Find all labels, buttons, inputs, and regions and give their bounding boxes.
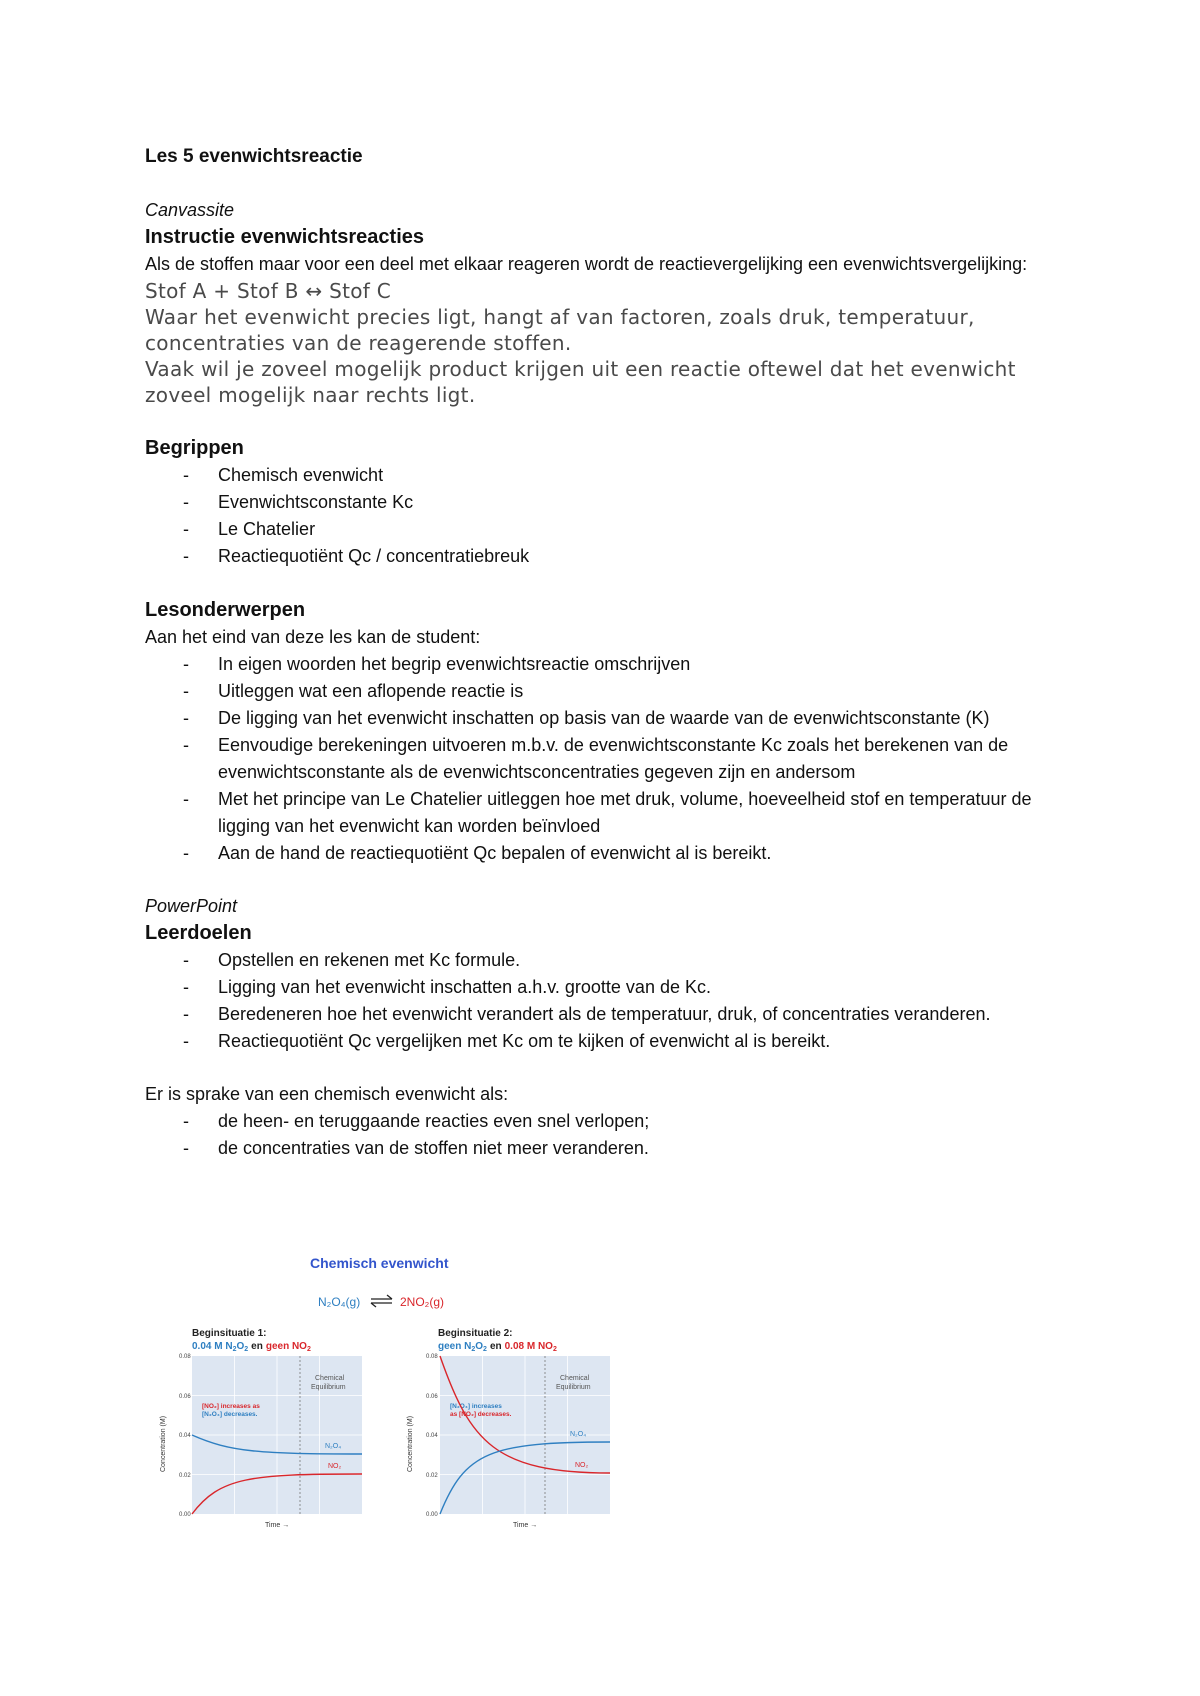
document-title: Les 5 evenwichtsreactie <box>145 146 363 167</box>
svg-text:0.00: 0.00 <box>179 1512 191 1518</box>
panel2-ylabel: Concentration (M) <box>407 1415 414 1472</box>
reaction-left: N₂O₄(g) <box>318 1295 361 1309</box>
equation-line: Stof A + Stof B ↔ Stof C <box>145 279 392 303</box>
panel1-sub-a: 0.04 M N <box>192 1341 233 1352</box>
panel2-heading: Beginsituatie 2: <box>438 1328 513 1339</box>
instructie-text: Als de stoffen maar voor een deel met elkaar reageren wordt de reactievergelijking een evenwichtsvergelijking: <box>145 254 1028 274</box>
svg-text:Chemical: Chemical <box>315 1375 345 1382</box>
equilibrium-paragraph-1: Waar het evenwicht precies ligt, hangt af van factoren, zoals druk, temperatuur, concentraties van de reagerende stoffen. <box>145 305 975 355</box>
svg-text:0.04: 0.04 <box>179 1433 191 1439</box>
list-item: - Uitleggen wat een aflopende reactie is <box>145 678 1065 705</box>
list-item: - Reactiequotiënt Qc / concentratiebreuk <box>145 543 1065 570</box>
panel1-subheading: 0.04 M $N_2O_2$ en geen $NO_2$ <box>192 1341 311 1353</box>
svg-text:0.02: 0.02 <box>179 1473 191 1479</box>
equilibrium-arrow-icon <box>371 1295 392 1307</box>
svg-text:N₂O₄: N₂O₄ <box>570 1431 587 1438</box>
panel1-ylabel: Concentration (M) <box>160 1415 167 1472</box>
svg-text:Equilibrium: Equilibrium <box>556 1384 591 1391</box>
svg-text:NO₂: NO₂ <box>328 1463 342 1470</box>
evenwicht-list <box>145 1108 1065 1162</box>
svg-text:NO₂: NO₂ <box>575 1462 589 1469</box>
equilibrium-figure <box>150 1252 630 1562</box>
reaction-right: 2NO₂(g) <box>400 1295 444 1309</box>
list-item: - De ligging van het evenwicht inschatten op basis van de waarde van de evenwichtsconstante (K) <box>145 705 1065 732</box>
chart-panel-2 <box>407 1328 610 1529</box>
list-item: - In eigen woorden het begrip evenwichtsreactie omschrijven <box>145 651 1065 678</box>
svg-text:N₂O₄: N₂O₄ <box>325 1443 342 1450</box>
list-item: - Evenwichtsconstante Kc <box>145 489 1065 516</box>
list-item: - de concentraties van de stoffen niet meer veranderen. <box>145 1135 1065 1162</box>
list-item: - Reactiequotiënt Qc vergelijken met Kc om te kijken of evenwicht al is bereikt. <box>145 1028 1065 1055</box>
lesonderwerpen-list <box>145 651 1065 867</box>
panel1-heading: Beginsituatie 1: <box>192 1328 267 1339</box>
svg-text:Chemical: Chemical <box>560 1375 590 1382</box>
svg-text:0.06: 0.06 <box>179 1394 191 1400</box>
equilibrium-paragraph-2: Vaak wil je zoveel mogelijk product krijgen uit een reactie oftewel dat het evenwicht zoveel mogelijk naar rechts ligt. <box>145 357 1016 407</box>
section-label-powerpoint: PowerPoint <box>145 896 238 916</box>
leerdoelen-list <box>145 947 1065 1055</box>
list-item: - Eenvoudige berekeningen uitvoeren m.b.v. de evenwichtsconstante Kc zoals het berekenen van de evenwichtsconstante als de evenwichtsconcentraties gegeven zijn en andersom <box>145 732 1065 786</box>
list-item: - Aan de hand de reactiequotiënt Qc bepalen of evenwicht al is bereikt. <box>145 840 1065 867</box>
list-item: - de heen- en teruggaande reacties even snel verlopen; <box>145 1108 1065 1135</box>
heading-instructie: Instructie evenwichtsreacties <box>145 226 425 248</box>
list-item: - Opstellen en rekenen met Kc formule. <box>145 947 1065 974</box>
list-item: - Beredeneren hoe het evenwicht verandert als de temperatuur, druk, of concentraties veranderen. <box>145 1001 1065 1028</box>
list-item: - Le Chatelier <box>145 516 1065 543</box>
evenwicht-intro: Er is sprake van een chemisch evenwicht als: <box>145 1084 509 1104</box>
svg-text:0.00: 0.00 <box>426 1512 438 1518</box>
svg-text:0.04: 0.04 <box>426 1433 438 1439</box>
svg-text:0.08: 0.08 <box>179 1354 191 1360</box>
list-item: - Met het principe van Le Chatelier uitleggen hoe met druk, volume, hoeveelheid stof en temperatuur de ligging van het evenwicht kan worden beïnvloed <box>145 786 1065 840</box>
panel2-subheading: geen $N_2O_2$ en 0.08 M $NO_2$ <box>438 1341 557 1353</box>
heading-leerdoelen: Leerdoelen <box>145 922 252 944</box>
panel1-xlabel: Time → <box>265 1522 290 1529</box>
panel2-xlabel: Time → <box>513 1522 538 1529</box>
begrippen-list <box>145 462 1065 570</box>
list-item: - Ligging van het evenwicht inschatten a.h.v. grootte van de Kc. <box>145 974 1065 1001</box>
svg-text:0.06: 0.06 <box>426 1394 438 1400</box>
svg-text:[N₂O₄] decreases.: [N₂O₄] decreases. <box>202 1411 258 1418</box>
svg-text:[N₂O₄] increases: [N₂O₄] increases <box>450 1403 502 1410</box>
heading-lesonderwerpen: Lesonderwerpen <box>145 599 306 621</box>
chart-panel-1 <box>160 1328 362 1529</box>
document-page <box>145 143 1065 1162</box>
svg-text:0.08: 0.08 <box>426 1354 438 1360</box>
heading-begrippen: Begrippen <box>145 437 244 459</box>
svg-text:as [NO₂] decreases.: as [NO₂] decreases. <box>450 1411 512 1418</box>
svg-text:Equilibrium: Equilibrium <box>311 1384 346 1391</box>
lesonderwerpen-intro: Aan het eind van deze les kan de student: <box>145 627 481 647</box>
section-label-canvas: Canvassite <box>145 200 235 220</box>
figure-title: Chemisch evenwicht <box>310 1255 449 1271</box>
svg-text:[NO₂] increases as: [NO₂] increases as <box>202 1403 260 1410</box>
list-item: - Chemisch evenwicht <box>145 462 1065 489</box>
svg-text:0.02: 0.02 <box>426 1473 438 1479</box>
